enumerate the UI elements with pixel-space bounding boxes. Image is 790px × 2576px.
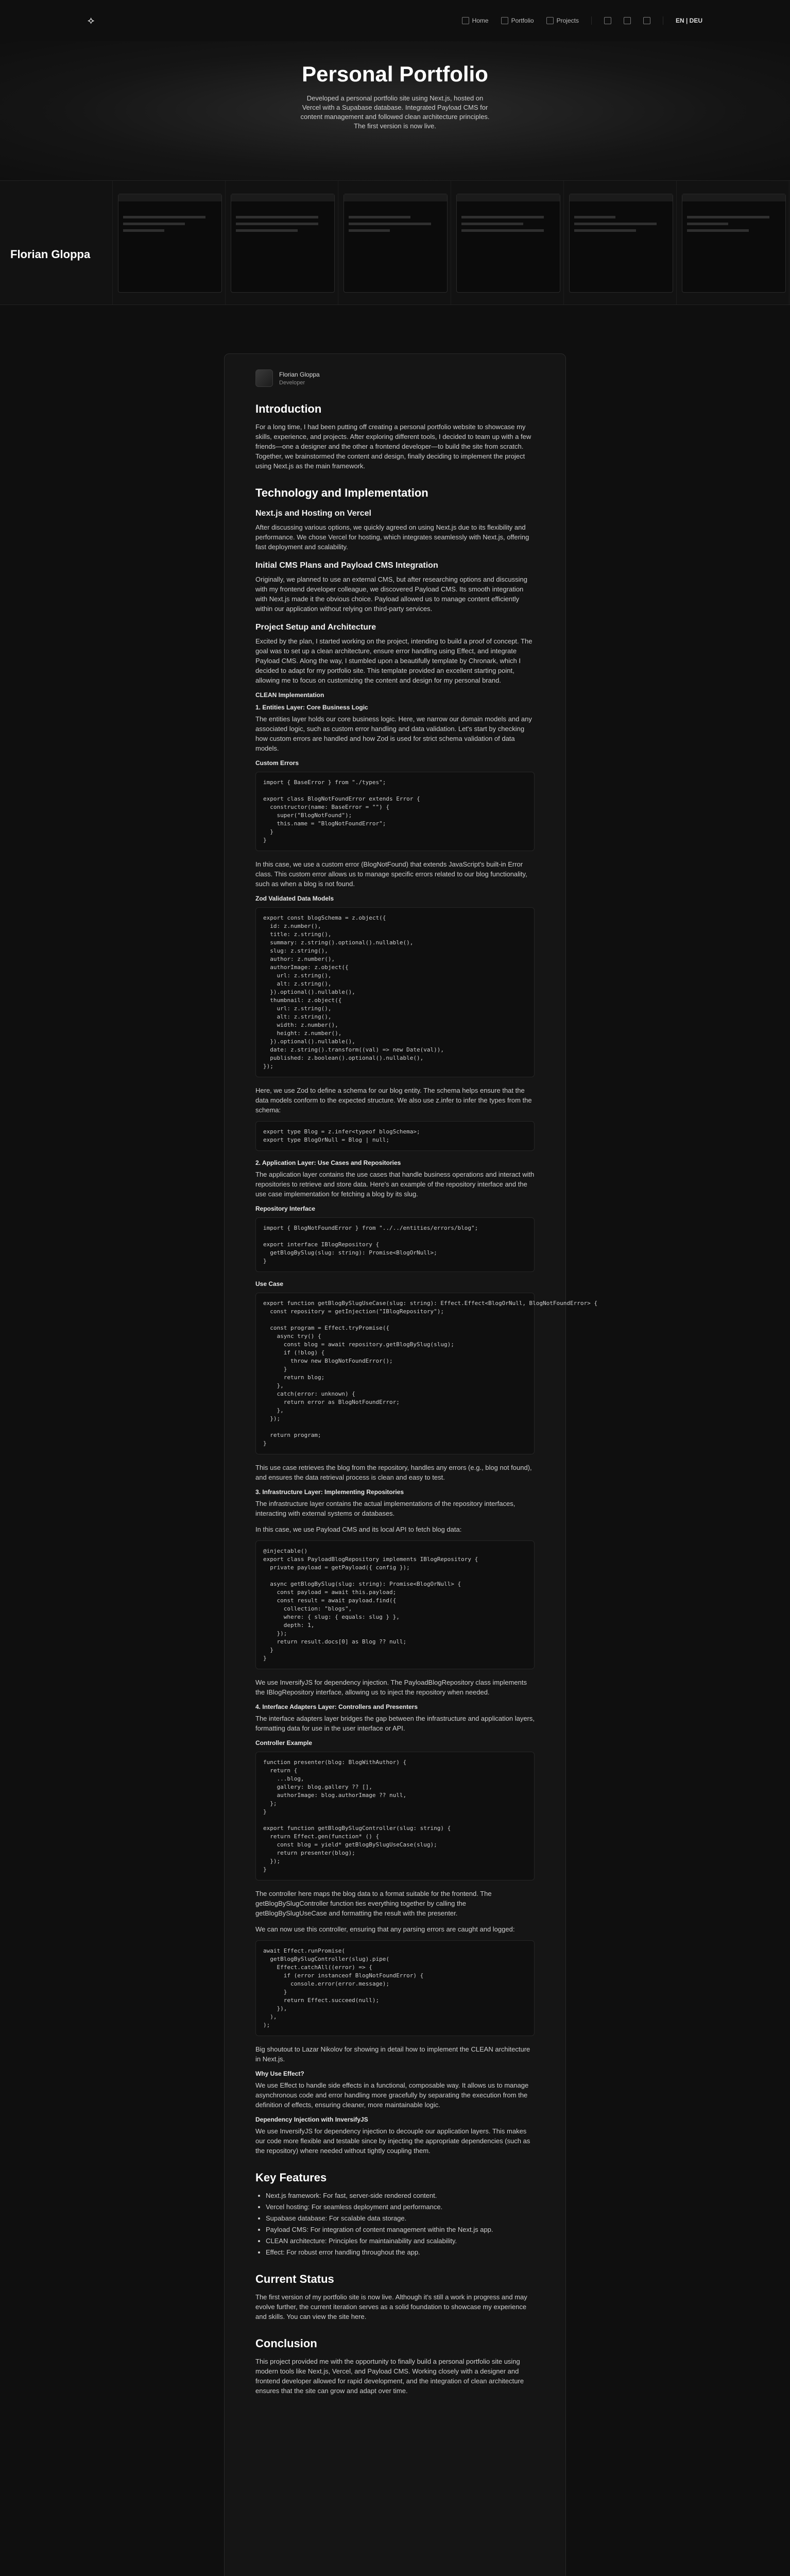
feature-item: • Vercel hosting: For seamless deployment and performance. (266, 2202, 535, 2212)
setup-text: Excited by the plan, I started working on the project, intending to build a proof of concept. The goal was to set up a clean architecture, ensure error handling using Effect, and integrate Payload CMS. Along the way, I stumbled upon a beautifully template by Chronark, which I decided to adapt for my portfolio site. This template provided an excellent starting point, allowing me to focus on customizing the content and design for my personal brand. (255, 637, 533, 684)
thumb-lines (461, 212, 544, 236)
feature-item: • Next.js framework: For fast, server-side rendered content. (266, 2191, 535, 2200)
thumb-browser (456, 194, 560, 293)
feature-item: • Effect: For robust error handling throughout the app. (266, 2247, 535, 2257)
line (123, 229, 164, 232)
why-effect-text: We use Effect to handle side effects in a functional, composable way. It allows us to manage asynchronous code and error handling more gracefully by separating the execution from the definition of effects, ensuring cleaner, more maintainable logic. (255, 2081, 529, 2109)
feature-item: • Payload CMS: For integration of content management within the Next.js app. (266, 2225, 535, 2234)
nav-projects[interactable] (546, 17, 579, 24)
cms-title: Initial CMS Plans and Payload CMS Integration (255, 561, 438, 570)
app-text: The application layer contains the use cases that handle business operations and interact with repositories to retrieve and store data. Here's an example of the repository interface and the use case implementation for fetching a blog by its slug. (255, 1171, 535, 1198)
intro-text: For a long time, I had been putting off creating a personal portfolio website to showcase my skills, experience, and projects. After exploring different tools, I decided to team up with a few friends—one a designer and the other a frontend developer—to build the site from scratch. Together, we brainstormed the content and design, finally deciding to implement the project using Next.js as the main framework. (255, 423, 531, 470)
line (574, 223, 657, 225)
errors-explain: In this case, we use a custom error (BlogNotFound) that extends JavaScript's built-in Error class. This custom error allows us to manage specific errors related to our blog functionality, such as when a blog is not found. (255, 860, 527, 888)
line (349, 229, 390, 232)
thumb-1[interactable] (0, 181, 113, 304)
code-errors: import { BaseError } from "./types"; export class BlogNotFoundError extends Error { constructor(name: BaseError = "") { super("BlogNotFound"); this.name = "BlogNotFoundError"; } } (255, 772, 535, 851)
line (461, 216, 544, 218)
nav-home-label: Home (472, 17, 489, 24)
nav-portfolio[interactable] (501, 17, 534, 24)
controller-explain-2: We can now use this controller, ensuring that any parsing errors are caught and logged: (255, 1925, 515, 1933)
page-title: Personal Portfolio (302, 62, 488, 86)
line (236, 216, 318, 218)
line (461, 229, 544, 232)
features-list (255, 2191, 535, 2257)
why-effect-label: Why Use Effect? (255, 2070, 304, 2077)
mail-icon[interactable] (643, 17, 650, 24)
projects-icon (546, 17, 554, 24)
tech-title: Technology and Implementation (255, 486, 428, 499)
line (349, 216, 410, 218)
line (687, 229, 749, 232)
cms-text: Originally, we planned to use an external CMS, but after researching options and discussing with my frontend developer colleague, we discovered Payload CMS. Its smooth integration with Next.js made it the obvious choice. Payload allowed us to manage content efficiently within our application without relying on third-party services. (255, 575, 527, 613)
author-meta (279, 371, 320, 386)
status-title: Current Status (255, 2273, 334, 2285)
nav-projects-label: Projects (556, 17, 579, 24)
hero (0, 41, 790, 180)
nav-separator (591, 16, 592, 25)
entities-text: The entities layer holds our core business logic. Here, we narrow our domain models and any associated logic, such as custom error handling and data validation. Let's start by checking how custom errors are handled and how Zod is used for strict schema validation of data models. (255, 715, 532, 752)
code-infra: @injectable() export class PayloadBlogRepository implements IBlogRepository { private payload = getPayload({ config }); async getBlogBySlug(slug: string): Promise<BlogOrNull> { const payload = await this.payload; const result = await payload.find({ collection: "blogs", where: { slug: { equals: slug } }, depth: 1, }); return result.docs[0] as Blog ?? null; } } (255, 1540, 535, 1669)
controller-label: Controller Example (255, 1739, 313, 1747)
code-effect: await Effect.runPromise( getBlogBySlugController(slug).pipe( Effect.catchAll((error) => { if (error instanceof BlogNotFoundError) { console.error(error.message); } return Effect.succeed(null); }), ), ); (255, 1940, 535, 2036)
article-card (224, 353, 598, 2576)
entities-label: 1. Entities Layer: Core Business Logic (255, 704, 368, 711)
clean-label: CLEAN Implementation (255, 691, 324, 699)
line (574, 229, 636, 232)
thumb-lines (687, 212, 769, 236)
di-label: Dependency Injection with InversifyJS (255, 2116, 368, 2123)
thumb-2[interactable] (113, 181, 226, 304)
thumb-browser (569, 194, 673, 293)
infra-text-2: In this case, we use Payload CMS and its local API to fetch blog data: (255, 1526, 462, 1533)
portfolio-icon (501, 17, 508, 24)
top-nav (462, 16, 702, 25)
language-switch[interactable]: EN | DEU (675, 17, 702, 24)
adapters-text: The interface adapters layer bridges the gap between the infrastructure and application layers, formatting data for use in the user interface or API. (255, 1715, 535, 1732)
line (123, 216, 205, 218)
thumb-lines (236, 212, 318, 236)
zod-label: Zod Validated Data Models (255, 895, 334, 902)
conclusion-text: This project provided me with the opportunity to finally build a personal portfolio site using modern tools like Next.js, Vercel, and Payload CMS. Working closely with a designer and frontend developer allowed for rapid development, and the integration of clean architecture ensures that the site can grow and adapt over time. (255, 2358, 524, 2395)
author-role: Developer (279, 379, 305, 386)
repo-label: Repository Interface (255, 1205, 316, 1212)
thumb-6[interactable] (564, 181, 677, 304)
code-controller: function presenter(blog: BlogWithAuthor) { return { ...blog, gallery: blog.gallery ?? [], authorImage: blog.authorImage ?? null, }; } export function getBlogBySlugController(slug: string) { return Effect.gen(function* () { const blog = yield* getBlogBySlugUseCase(slug); return presenter(blog); }); } (255, 1752, 535, 1880)
shoutout: Big shoutout to Lazar Nikolov for showing in detail how to implement the CLEAN architecture in Next.js. (255, 2045, 530, 2063)
author (255, 369, 535, 387)
screenshot-strip (0, 180, 790, 305)
code-usecase: export function getBlogBySlugUseCase(slug: string): Effect.Effect<BlogOrNull, BlogNotFoundError> { const repository = getInjection("IBlogRepository"); const program = Effect.tryPromise({ async try() { const blog = await repository.getBlogBySlug(slug); if (!blog) { throw new BlogNotFoundError(); } return blog; }, catch(error: unknown) { return error as BlogNotFoundError; }, }); return program; } (255, 1293, 535, 1454)
usecase-explain: This use case retrieves the blog from the repository, handles any errors (e.g., blog not found), and ensures the data retrieval process is clean and easy to test. (255, 1464, 532, 1481)
line (574, 216, 615, 218)
conclusion-title: Conclusion (255, 2337, 317, 2350)
hero-description: Developed a personal portfolio site using Next.js, hosted on Vercel with a Supabase database. Integrated Payload CMS for content management and followed clean architecture principles. The first version is now live. (300, 94, 490, 130)
code-types: export type Blog = z.infer<typeof blogSchema>; export type BlogOrNull = Blog | null; (255, 1121, 535, 1151)
line (236, 223, 318, 225)
thumb-brand: Florian Gloppa (10, 248, 91, 261)
line (687, 223, 728, 225)
nav-home[interactable] (462, 17, 489, 24)
logo[interactable]: ⟡ (88, 14, 95, 26)
nextjs-text: After discussing various options, we quickly agreed on using Next.js due to its flexibility and performance. We chose Vercel for hosting, which integrates seamlessly with Next.js, offering fast deployment and scalability. (255, 523, 529, 551)
thumb-browser (118, 194, 222, 293)
line (236, 229, 298, 232)
thumb-lines (123, 212, 205, 236)
infra-label: 3. Infrastructure Layer: Implementing Repositories (255, 1488, 404, 1496)
thumb-4[interactable] (338, 181, 451, 304)
avatar (255, 369, 273, 387)
thumb-lines (574, 212, 657, 236)
linkedin-icon[interactable] (624, 17, 631, 24)
infra-text: The infrastructure layer contains the actual implementations of the repository interfaces, interacting with external systems or databases. (255, 1500, 516, 1517)
line (123, 223, 185, 225)
intro-title: Introduction (255, 402, 322, 415)
line (461, 223, 523, 225)
features-title: Key Features (255, 2171, 327, 2184)
di-text: We use InversifyJS for dependency injection to decouple our application layers. This makes our code more flexible and testable since by injecting the appropriate dependencies (such as the repository) where needed without tightly coupling them. (255, 2127, 530, 2155)
infra-explain: We use InversifyJS for dependency injection. The PayloadBlogRepository class implements the IBlogRepository interface, allowing us to inject the repository when needed. (255, 1679, 527, 1696)
thumb-browser (231, 194, 335, 293)
adapters-label: 4. Interface Adapters Layer: Controllers and Presenters (255, 1703, 418, 1710)
app-label: 2. Application Layer: Use Cases and Repositories (255, 1159, 401, 1166)
custom-errors-label: Custom Errors (255, 759, 299, 767)
line (349, 223, 431, 225)
thumb-3[interactable] (226, 181, 338, 304)
thumb-browser (682, 194, 786, 293)
thumb-browser (344, 194, 448, 293)
controller-explain: The controller here maps the blog data to a format suitable for the frontend. The getBlogBySlugController function ties everything together by calling the getBlogBySlugUseCase and formatting the result with the presenter. (255, 1890, 492, 1917)
status-text: The first version of my portfolio site is now live. Although it's still a work in progress and may evolve further, the current iteration serves as a solid foundation to showcase my experience and skills. You can view the site here. (255, 2293, 527, 2320)
feature-item: • Supabase database: For scalable data storage. (266, 2213, 535, 2223)
github-icon[interactable] (604, 17, 611, 24)
code-zod: export const blogSchema = z.object({ id: z.number(), title: z.string(), summary: z.string().optional().nullable(), slug: z.string(), author: z.number(), authorImage: z.object({ url: z.string(), alt: z.string(), }).optional().nullable(), thumbnail: z.object({ url: z.string(), alt: z.string(), width: z.number(), height: z.number(), }).optional().nullable(), date: z.string().transform((val) => new Date(val)), published: z.boolean().optional().nullable(), }); (255, 907, 535, 1077)
code-repo: import { BlogNotFoundError } from "../../entities/errors/blog"; export interface IBlogRepository { getBlogBySlug(slug: string): Promise<BlogOrNull>; } (255, 1217, 535, 1272)
home-icon (462, 17, 469, 24)
zod-explain: Here, we use Zod to define a schema for our blog entity. The schema helps ensure that the data models conform to the expected structure. We also use z.infer to infer the types from the schema: (255, 1087, 532, 1114)
author-name: Florian Gloppa (279, 370, 320, 378)
nav-portfolio-label: Portfolio (511, 17, 534, 24)
setup-title: Project Setup and Architecture (255, 623, 376, 632)
feature-item: • CLEAN architecture: Principles for maintainability and scalability. (266, 2236, 535, 2246)
topbar (0, 0, 790, 41)
line (687, 216, 769, 218)
thumb-lines (349, 212, 431, 236)
thumb-7[interactable] (677, 181, 789, 304)
thumb-5[interactable] (451, 181, 564, 304)
nextjs-title: Next.js and Hosting on Vercel (255, 509, 371, 518)
usecase-label: Use Case (255, 1280, 284, 1287)
